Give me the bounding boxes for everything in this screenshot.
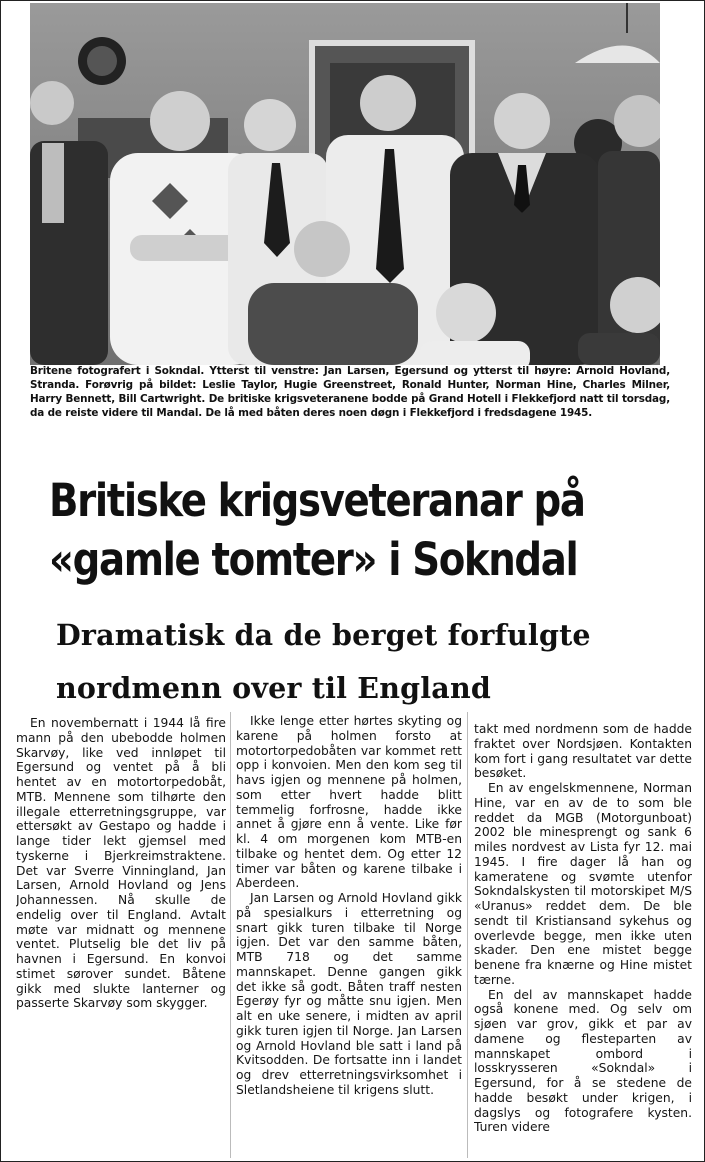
headline [49, 471, 585, 589]
article-paragraph: En av engelskmennene, Norman Hine, var en av de to som ble reddet da MGB (Motorgunboat) 2002 ble minesprengt og sank 6 miles nordvest av Lista fyr 12. mai 1945. I fire dager lå han og kameratene og svømte utenfor Sokndalskysten til motorskipet M/S «Uranus» reddet dem. De ble sendt til Kristiansand sykehus og overlevde begge, men ikke uten skader. Den ene mistet begge benene fra knærne og Hine mistet tærne. [474, 781, 692, 987]
article-column-1 [16, 716, 226, 1156]
group-photograph [30, 3, 660, 365]
subheadline [56, 609, 676, 715]
article-paragraph: Ikke lenge etter hørtes skyting og karene på holmen forsto at motortorpedobåten var kommet rett opp i konvoien. Men den kom seg til havs igjen og mennene på holmen, som etter hvert hadde blitt temmelig forfrosne, hadde ikke annet å gjøre enn å vente. Like før kl. 4 om morgenen kom MTB-en tilbake og hentet dem. Og etter 12 timer var båten og karene tilbake i Aberdeen. [236, 714, 462, 891]
article-paragraph: En del av mannskapet hadde også konene med. Og selv om sjøen var grov, gikk et par av damene og flesteparten av mannskapet ombord i losskrysseren «Sokndal» i Egersund, for å se stedene de hadde besøkt under krigen, i dagslys og fotografere kysten. Turen videre [474, 987, 692, 1135]
headline-line-1: Britiske krigsveteranar på [49, 474, 585, 527]
subheadline-line-1: Dramatisk da de berget forfulgte [56, 618, 591, 652]
headline-line-2: «gamle tomter» i Sokndal [49, 533, 578, 586]
photo-caption: Britene fotografert i Sokndal. Ytterst til venstre: Jan Larsen, Egersund og ytterst til høyre: Arnold Hovland, Stranda. Forøvrig på bildet: Leslie Taylor, Hugie Greenstreet, Ronald Hunter, Norman Hine, Charles Milner, Harry Bennett, Bill Cartwright. De britiske krigsveteranene bodde på Grand Hotell i Flekkefjord natt til torsdag, da de reiste videre til Mandal. De lå med båten deres noen døgn i Flekkefjord i fredsdagene 1945. [30, 365, 670, 420]
subheadline-line-2: nordmenn over til England [56, 671, 492, 705]
column-divider [230, 712, 231, 1158]
article-paragraph: takt med nordmenn som de hadde fraktet over Nordsjøen. Kontakten kom fort i gang resultatet var dette besøket. [474, 722, 692, 781]
column-divider [467, 712, 468, 1158]
article-paragraph: En novembernatt i 1944 lå fire mann på den ubebodde holmen Skarvøy, like ved innløpet til Egersund og ventet på å bli hentet av en motortorpedobåt, MTB. Mennene som tilhørte den illegale etterretningsgruppe, var ettersøkt av Gestapo og hadde i lange tider lekt gjemsel med tyskerne i Bjerkreimstraktene. Det var Sverre Vinningland, Jan Larsen, Arnold Hovland og Jens Johannessen. Nå skulle de endelig over til England. Avtalt møte var midnatt og mennene ventet. Plutselig ble det liv på havnen i Egersund. En konvoi stimet sørover sundet. Båtene gikk med slukte lanterner og passerte Skarvøy som skygger. [16, 716, 226, 1011]
photograph-of-nine-veterans-icon [30, 3, 660, 365]
article-column-2 [236, 714, 462, 1157]
article-paragraph: Jan Larsen og Arnold Hovland gikk på spesialkurs i etterretning og snart gikk turen tilbake til Norge igjen. Det var den samme båten, MTB 718 og det samme mannskapet. Denne gangen gikk det ikke så godt. Båten traff nesten Egerøy fyr og måtte snu igjen. Men alt en uke senere, i midten av april gikk turen igjen til Norge. Jan Larsen og Arnold Hovland ble satt i land på Kvitsodden. De fortsatte inn i landet og drev etterretningsvirksomhet i Sletlandsheiene til krigens slutt. [236, 891, 462, 1097]
article-column-3 [474, 722, 692, 1162]
